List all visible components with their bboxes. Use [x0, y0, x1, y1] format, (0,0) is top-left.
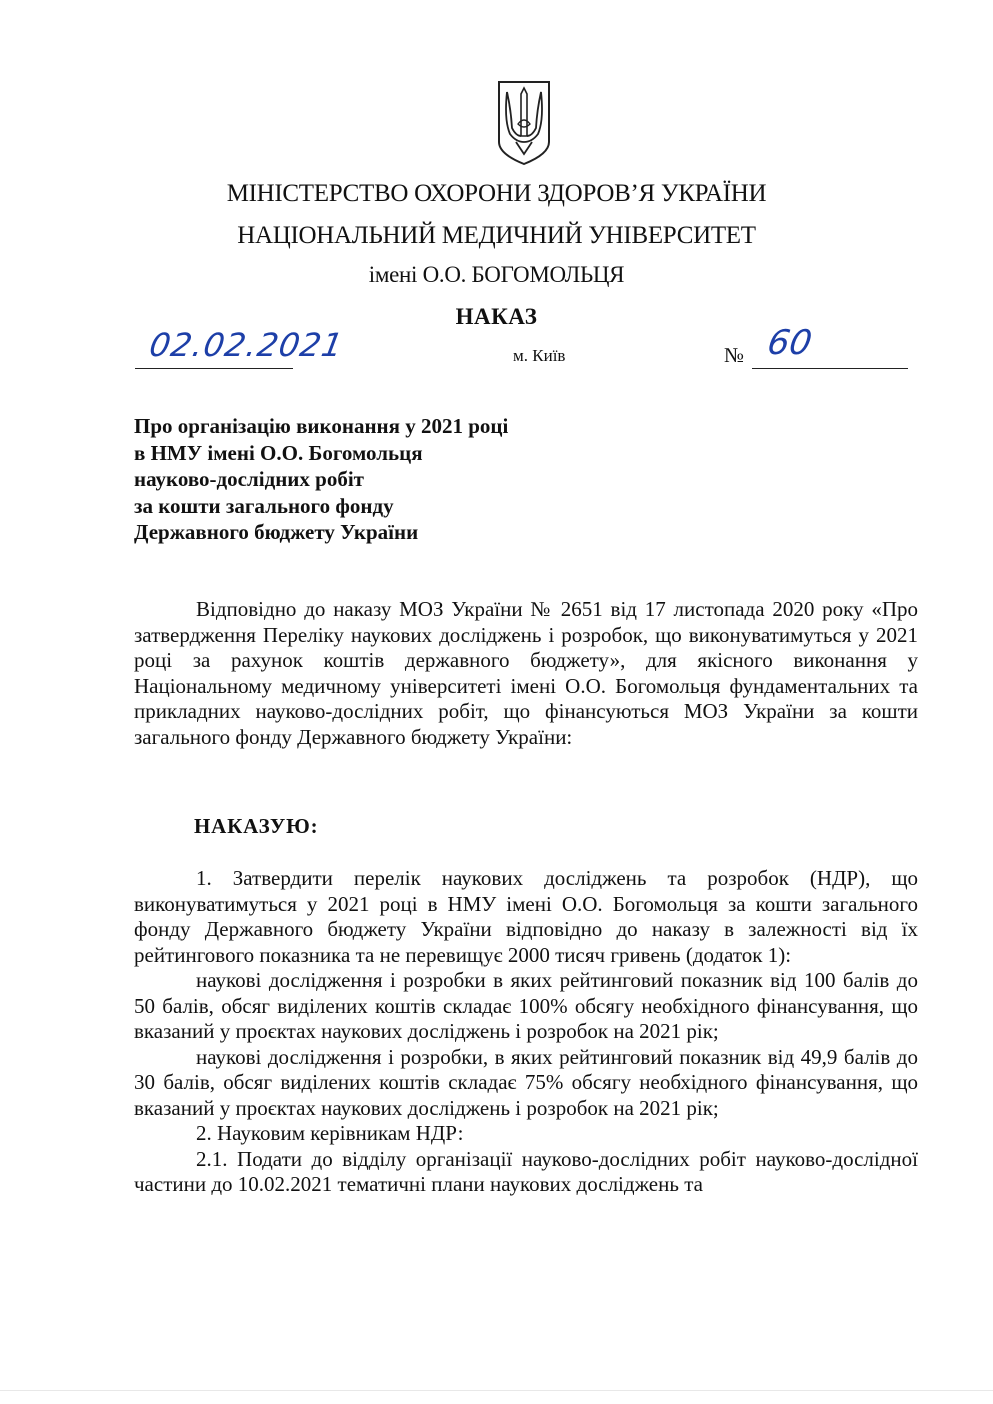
preamble-block — [134, 597, 918, 750]
city: м. Київ — [513, 346, 566, 365]
university-name: НАЦІОНАЛЬНИЙ МЕДИЧНИЙ УНІВЕРСИТЕТ — [237, 222, 756, 249]
handwritten-date: 02.02.2021 — [146, 326, 347, 364]
order-item: наукові дослідження і розробки в яких рейтинговий показник від 100 балів до 50 балів, обсяг виділених коштів складає 100% обсягу необхідного фінансування, що вказаний у проєктах наукових досліджень і розробок на 2021 рік; — [134, 968, 918, 1043]
ministry-name: МІНІСТЕРСТВО ОХОРОНИ ЗДОРОВ’Я УКРАЇНИ — [226, 180, 767, 207]
handwritten-number: 60 — [764, 323, 815, 363]
date-underline — [135, 368, 293, 369]
order-title — [134, 413, 508, 546]
order-item: 2.1. Подати до відділу організації науково-дослідних робіт науково-дослідної частини до 10.02.2021 тематичні плани наукових досліджень та — [134, 1146, 918, 1196]
title-line: науково-дослідних робіт — [134, 467, 364, 491]
number-label: № — [724, 343, 745, 367]
order-word: НАКАЗУЮ: — [194, 814, 319, 838]
page-edge — [0, 1390, 993, 1391]
order-item: 1. Затвердити перелік наукових досліджень та розробок (НДР), що виконуватимуться у 2021 році в НМУ імені О.О. Богомольця за кошти загального фонду Державного бюджету України відповідно до наказу в залежності від їх рейтингового показника та не перевищує 2000 тисяч гривень (додаток 1): — [134, 866, 918, 967]
order-item: 2. Науковим керівникам НДР: — [196, 1121, 464, 1145]
university-named-after: імені О.О. БОГОМОЛЬЦЯ — [368, 262, 625, 287]
title-line: Державного бюджету України — [134, 520, 419, 544]
document-type: НАКАЗ — [455, 304, 538, 329]
preamble-paragraph: Відповідно до наказу МОЗ України № 2651 від 17 листопада 2020 року «Про затвердження Переліку наукових досліджень і розробок, що виконуватимуться у 2021 році за рахунок коштів державного бюджету», для якісного виконання у Національному медичному університеті імені О.О. Богомольця фундаментальних та прикладних науково-дослідних робіт, що фінансуються МОЗ України за кошти загального фонду Державного бюджету України: — [134, 597, 918, 749]
order-item: наукові дослідження і розробки, в яких рейтинговий показник від 49,9 балів до 30 балів, обсяг виділених коштів складає 75% обсягу необхідного фінансування, що вказаний у проєктах наукових досліджень і розробок на 2021 рік; — [134, 1044, 918, 1120]
title-line: в НМУ імені О.О. Богомольця — [134, 440, 423, 465]
title-line: за кошти загального фонду — [134, 493, 394, 518]
title-line: Про організацію виконання у 2021 році — [134, 414, 509, 438]
order-items — [134, 866, 918, 1198]
coat-of-arms-emblem — [496, 80, 552, 166]
number-underline — [752, 368, 908, 369]
